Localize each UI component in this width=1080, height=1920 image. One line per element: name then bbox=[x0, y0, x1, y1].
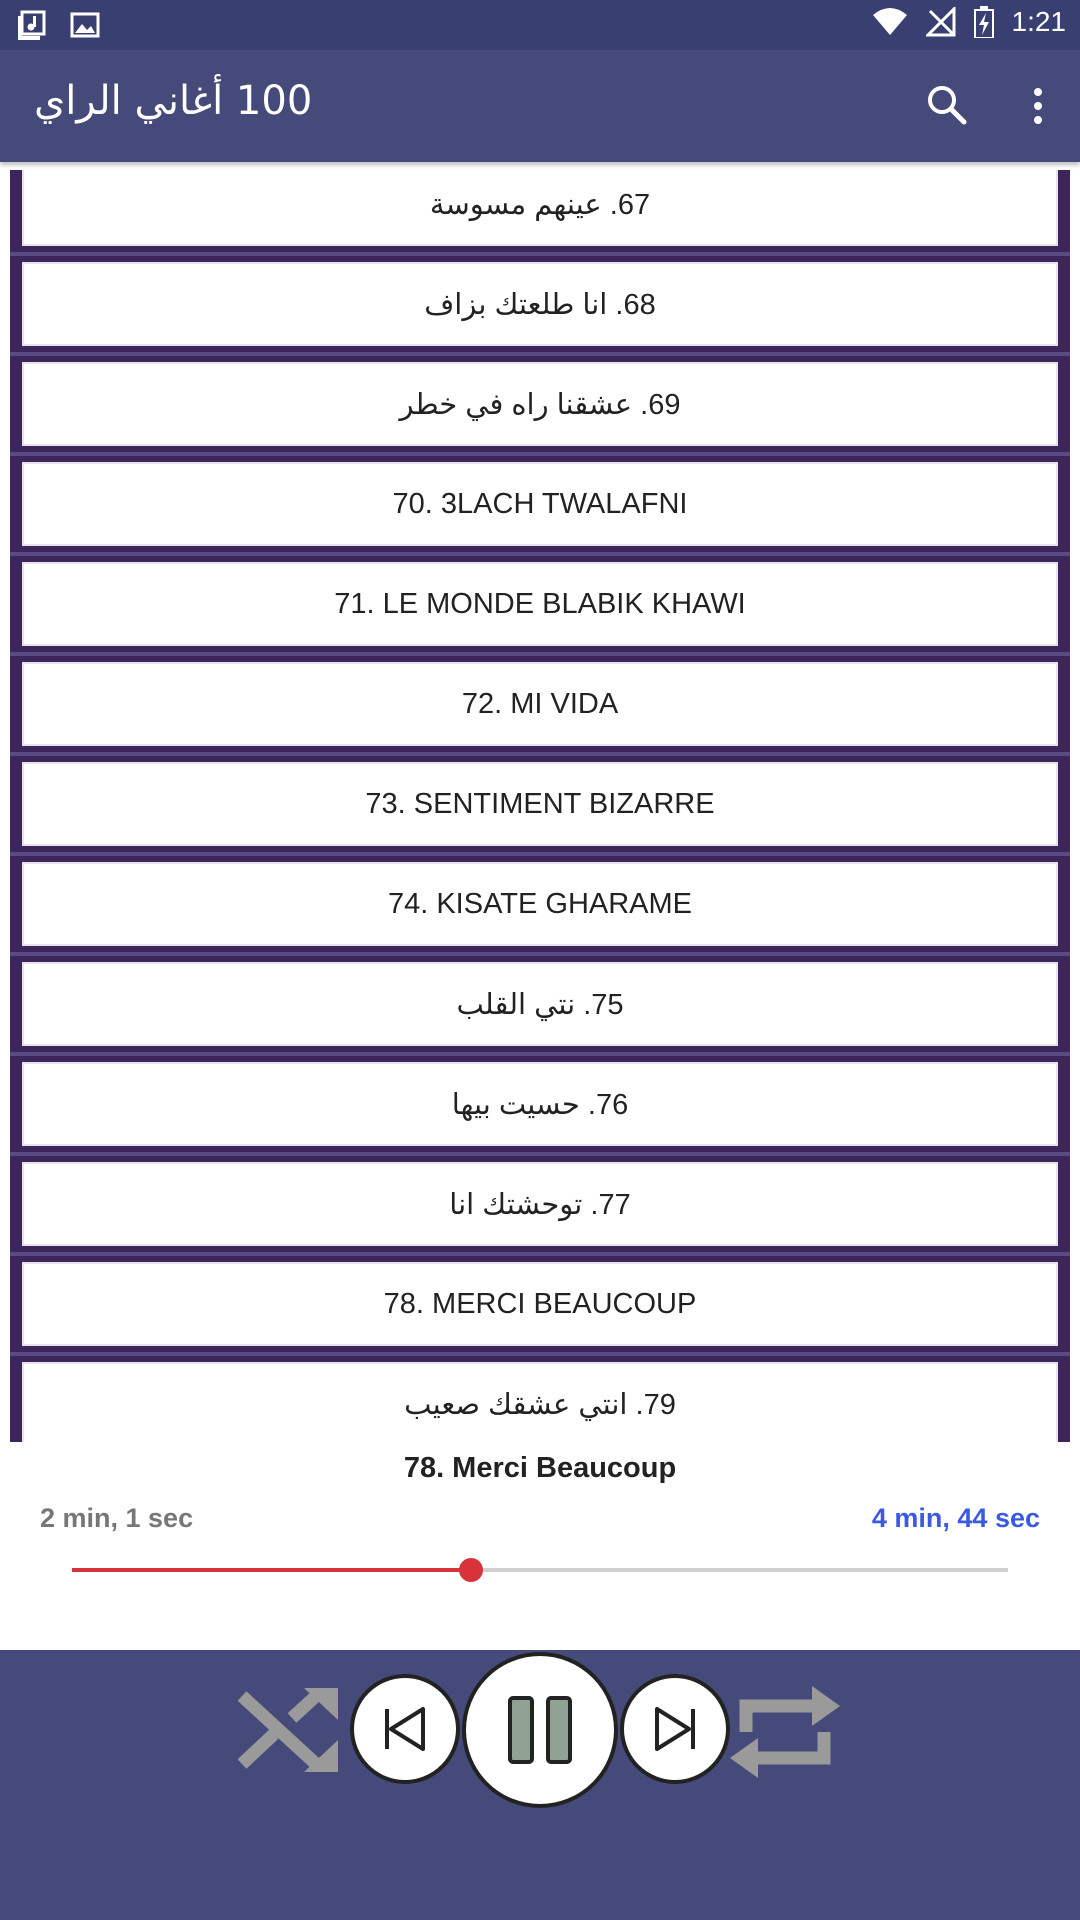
list-item[interactable] bbox=[22, 170, 1058, 246]
list-divider bbox=[10, 352, 1070, 356]
list-item[interactable] bbox=[22, 462, 1058, 546]
repeat-icon[interactable] bbox=[730, 1686, 840, 1778]
list-divider bbox=[10, 552, 1070, 556]
status-bar bbox=[0, 0, 1080, 50]
list-item[interactable] bbox=[22, 962, 1058, 1046]
seek-bar[interactable] bbox=[72, 1568, 1008, 1572]
seek-bar-thumb[interactable] bbox=[459, 1558, 483, 1582]
list-divider bbox=[10, 652, 1070, 656]
list-divider bbox=[10, 1052, 1070, 1056]
list-item-label: 71. LE MONDE BLABIK KHAWI bbox=[334, 587, 746, 620]
search-icon[interactable] bbox=[922, 80, 972, 130]
battery-charging-icon bbox=[974, 6, 994, 38]
list-divider bbox=[10, 1252, 1070, 1256]
no-signal-icon bbox=[926, 7, 956, 37]
list-item[interactable] bbox=[22, 362, 1058, 446]
shuffle-icon[interactable] bbox=[238, 1688, 340, 1772]
seek-bar-progress bbox=[72, 1568, 471, 1572]
list-divider bbox=[10, 1152, 1070, 1156]
status-time: 1:21 bbox=[1011, 6, 1066, 37]
page-title: 100 أغاني الراي bbox=[34, 78, 313, 124]
song-list[interactable] bbox=[10, 170, 1070, 1442]
list-item-label: 76. حسيت بيها bbox=[451, 1088, 629, 1121]
list-item[interactable] bbox=[22, 262, 1058, 346]
skip-next-icon bbox=[647, 1701, 703, 1757]
list-item-label: 72. MI VIDA bbox=[461, 687, 619, 720]
list-item-label: 77. توحشتك انا bbox=[449, 1188, 631, 1221]
list-divider bbox=[10, 852, 1070, 856]
pause-icon bbox=[504, 1694, 576, 1766]
list-item[interactable] bbox=[22, 1362, 1058, 1442]
image-notification-icon bbox=[70, 10, 100, 40]
list-item[interactable] bbox=[22, 1162, 1058, 1246]
list-divider bbox=[10, 252, 1070, 256]
list-item[interactable] bbox=[22, 562, 1058, 646]
elapsed-time: 2 min, 1 sec bbox=[40, 1503, 194, 1533]
next-button[interactable] bbox=[620, 1674, 730, 1784]
list-item-label: 74. KISATE GHARAME bbox=[387, 887, 693, 920]
list-item-label: 79. انتي عشقك صعيب bbox=[404, 1388, 676, 1421]
list-item-label: 70. 3LACH TWALAFNI bbox=[392, 487, 688, 520]
list-divider bbox=[10, 952, 1070, 956]
skip-previous-icon bbox=[377, 1701, 433, 1757]
list-divider bbox=[10, 1352, 1070, 1356]
now-playing-title: 78. Merci Beaucoup bbox=[403, 1452, 677, 1484]
list-item[interactable] bbox=[22, 762, 1058, 846]
play-pause-button[interactable] bbox=[462, 1652, 618, 1808]
list-divider bbox=[10, 752, 1070, 756]
list-item-label: 73. SENTIMENT BIZARRE bbox=[365, 787, 715, 820]
list-divider bbox=[10, 452, 1070, 456]
list-item[interactable] bbox=[22, 862, 1058, 946]
player-controls bbox=[0, 1650, 1080, 1920]
list-item[interactable] bbox=[22, 1062, 1058, 1146]
list-item-label: 75. نتي القلب bbox=[456, 988, 624, 1021]
wifi-icon bbox=[872, 7, 908, 37]
list-item[interactable] bbox=[22, 662, 1058, 746]
list-item[interactable] bbox=[22, 1262, 1058, 1346]
list-item-label: 69. عشقنا راه في خطر bbox=[399, 388, 681, 421]
app-bar bbox=[0, 50, 1080, 162]
list-item-label: 68. انا طلعتك بزاف bbox=[424, 288, 656, 321]
list-item-label: 78. MERCI BEAUCOUP bbox=[383, 1287, 697, 1320]
more-options-icon[interactable] bbox=[1026, 82, 1050, 132]
previous-button[interactable] bbox=[350, 1674, 460, 1784]
total-duration: 4 min, 44 sec bbox=[871, 1503, 1040, 1533]
list-item-label: 67. عينهم مسوسة bbox=[429, 188, 651, 221]
music-notification-icon bbox=[18, 10, 48, 40]
